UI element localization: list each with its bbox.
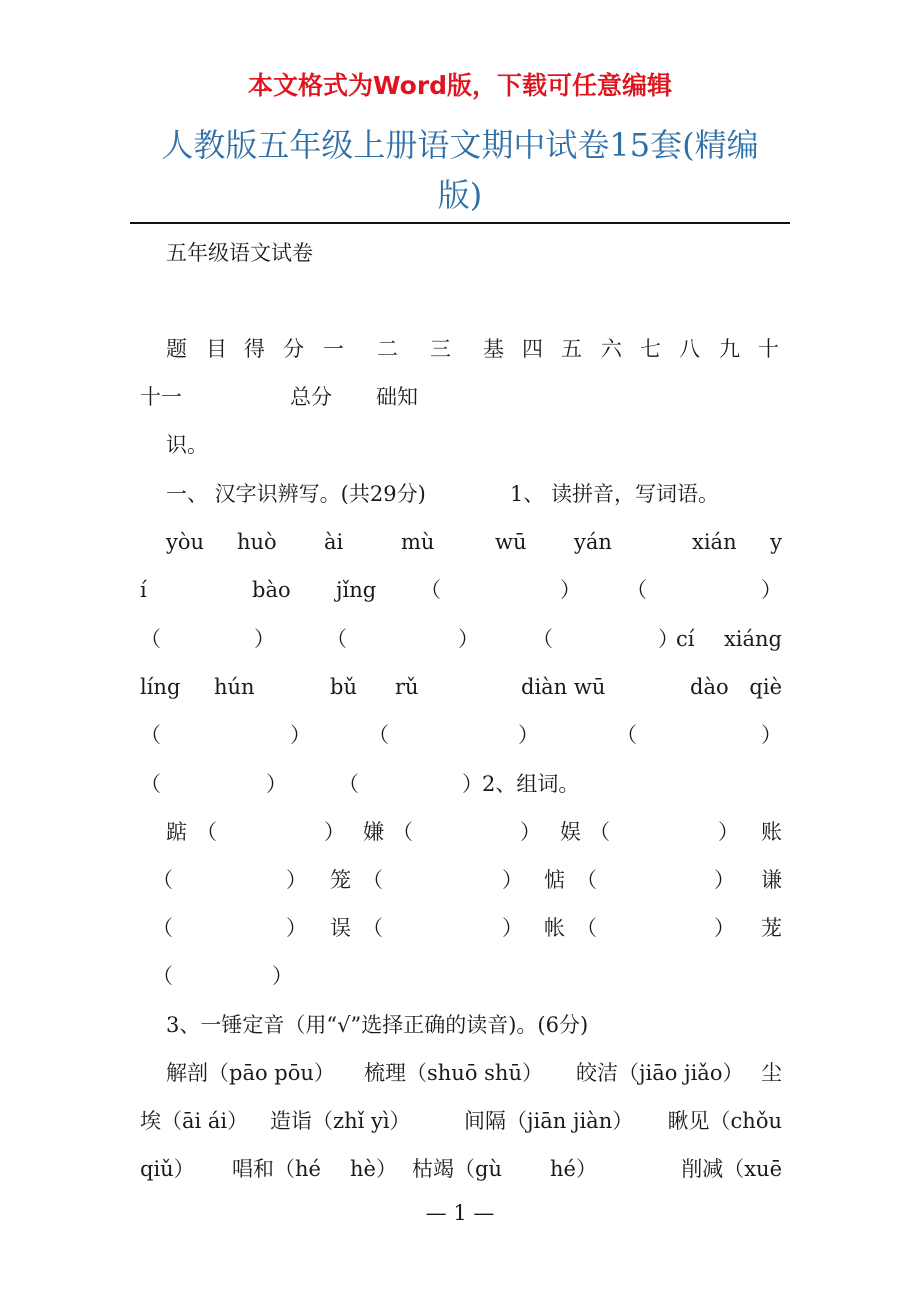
pronunciation-item: 梳理（shuō shū）	[364, 1061, 543, 1085]
pronunciation-item: 唱和（hé	[232, 1157, 321, 1181]
score-cell: 四	[522, 337, 543, 361]
score-cell: 十	[758, 337, 779, 361]
pinyin: hún	[214, 675, 255, 699]
pinyin: qiè	[749, 675, 782, 699]
pronunciation-item: 削减（xuē	[681, 1157, 782, 1181]
answer-blank-close: ）	[502, 868, 523, 892]
score-cell: 题	[166, 337, 187, 361]
answer-blank-close: ）	[502, 916, 523, 940]
answer-blank-close: ）	[714, 916, 735, 940]
pinyin: rǔ	[395, 675, 419, 699]
question-2-prompt: 2、组词。	[482, 772, 580, 796]
answer-blank-open: （	[368, 723, 389, 747]
answer-blank-close: ）	[518, 723, 539, 747]
answer-blank-open: （	[576, 916, 597, 940]
pronunciation-item: hè）	[350, 1157, 397, 1181]
question-1-prompt: 1、 读拼音，写词语。	[510, 482, 720, 506]
answer-blank-open: （	[420, 578, 441, 602]
pinyin: diàn wū	[521, 675, 606, 699]
pronunciation-item: 尘	[761, 1061, 782, 1085]
pinyin: y	[770, 530, 782, 554]
word-char: 帐	[544, 916, 565, 940]
answer-blank-open: （	[152, 916, 173, 940]
answer-blank-open: （	[152, 868, 173, 892]
answer-blank-close: ）	[266, 772, 287, 796]
word-char: 踮	[166, 820, 187, 844]
answer-blank-close: ）	[714, 868, 735, 892]
answer-blank-close: ）	[286, 916, 307, 940]
score-cell: 识。	[166, 433, 208, 457]
word-char: 谦	[761, 868, 782, 892]
pinyin: mù	[401, 530, 435, 554]
pronunciation-item: 皎洁（jiāo jiǎo）	[576, 1061, 744, 1085]
answer-blank-close: ）	[290, 723, 311, 747]
pinyin: cí	[676, 627, 695, 651]
pinyin: jǐng	[336, 578, 377, 602]
answer-blank-open: （	[589, 820, 610, 844]
answer-blank-close: ）	[462, 772, 483, 796]
pinyin: xiáng	[723, 627, 782, 651]
pinyin: í	[140, 578, 147, 602]
word-group-line-2	[140, 863, 782, 897]
pinyin-line-2	[140, 573, 782, 607]
blank-line-3	[140, 767, 782, 801]
pronunciation-item: 瞅见（chǒu	[667, 1109, 782, 1133]
pinyin: yán	[574, 530, 612, 554]
title-divider	[130, 222, 790, 224]
pronunciation-line-3	[140, 1152, 782, 1186]
word-char: 娱	[560, 820, 581, 844]
blank-line-2	[140, 718, 782, 752]
answer-blank-open: （	[196, 820, 217, 844]
word-char: 笼	[330, 868, 351, 892]
pronunciation-item: 枯竭（gù	[412, 1157, 502, 1181]
pronunciation-item: 造诣（zhǐ yì）	[270, 1109, 411, 1133]
answer-blank-open: （	[140, 627, 161, 651]
pinyin: yòu	[166, 530, 205, 554]
answer-blank-close: ）	[324, 820, 345, 844]
answer-blank-close: ）	[520, 820, 541, 844]
blank-line-1	[140, 622, 782, 656]
pinyin: xián	[692, 530, 737, 554]
pinyin: ài	[324, 530, 344, 554]
pronunciation-item: 间隔（jiān jiàn）	[464, 1109, 634, 1133]
question-3-line	[140, 1008, 782, 1042]
pinyin: huò	[237, 530, 277, 554]
score-cell: 目	[206, 337, 227, 361]
answer-blank-close: ）	[560, 578, 581, 602]
title-line-1: 人教版五年级上册语文期中试卷15套(精编	[161, 126, 759, 164]
pinyin: bǔ	[330, 675, 357, 699]
answer-blank-close: ）	[658, 627, 679, 651]
word-char: 账	[761, 820, 782, 844]
pronunciation-item: qiǔ）	[140, 1157, 195, 1181]
answer-blank-open: （	[532, 627, 553, 651]
answer-blank-open: （	[616, 723, 637, 747]
score-cell: 基	[483, 337, 504, 361]
score-cell: 总分	[290, 385, 332, 409]
subtitle: 五年级语文试卷	[166, 241, 313, 265]
title-line-2: 版)	[437, 176, 483, 214]
score-cell: 得	[244, 337, 265, 361]
pronunciation-item: hé）	[550, 1157, 597, 1181]
pinyin: bào	[252, 578, 291, 602]
answer-blank-open: （	[326, 627, 347, 651]
document-title	[120, 120, 800, 220]
score-cell: 五	[561, 337, 582, 361]
score-table-row-2	[140, 380, 782, 414]
subtitle-line	[140, 236, 782, 270]
score-cell: 九	[719, 337, 740, 361]
pinyin-line-1	[140, 525, 782, 559]
answer-blank-open: （	[576, 868, 597, 892]
score-cell: 一	[323, 337, 344, 361]
word-char: 误	[330, 916, 351, 940]
answer-blank-open: （	[140, 723, 161, 747]
section-1-heading-line	[140, 477, 782, 511]
score-cell: 六	[601, 337, 622, 361]
pinyin-line-3	[140, 670, 782, 704]
section-1-heading: 一、 汉字识辨写。(共29分)	[166, 482, 426, 506]
score-table-row-3	[140, 428, 782, 462]
word-char: 惦	[544, 868, 565, 892]
pinyin: wū	[495, 530, 527, 554]
answer-blank-open: （	[152, 964, 173, 988]
pinyin: dào	[690, 675, 729, 699]
answer-blank-open: （	[362, 916, 383, 940]
answer-blank-close: ）	[286, 868, 307, 892]
answer-blank-close: ）	[761, 578, 782, 602]
word-group-line-1	[140, 815, 782, 849]
page-number: — 1 —	[425, 1201, 495, 1225]
pinyin: líng	[140, 675, 181, 699]
answer-blank-open: （	[392, 820, 413, 844]
question-3-prompt: 3、一锤定音（用“√”选择正确的读音)。(6分)	[166, 1013, 589, 1037]
score-cell: 分	[283, 337, 304, 361]
pronunciation-item: 解剖（pāo pōu）	[166, 1061, 335, 1085]
format-banner: 本文格式为Word版，下载可任意编辑	[247, 71, 673, 100]
pronunciation-line-1	[140, 1056, 782, 1090]
word-group-line-3	[140, 911, 782, 945]
score-cell: 七	[640, 337, 661, 361]
word-char: 嫌	[363, 820, 384, 844]
score-cell: 三	[430, 337, 451, 361]
pronunciation-line-2	[140, 1104, 782, 1138]
score-cell: 八	[679, 337, 700, 361]
score-cell: 础知	[376, 385, 418, 409]
answer-blank-open: （	[626, 578, 647, 602]
answer-blank-close: ）	[254, 627, 275, 651]
answer-blank-close: ）	[718, 820, 739, 844]
score-cell: 十一	[140, 385, 182, 409]
word-group-line-4	[140, 959, 782, 993]
word-char: 茏	[761, 916, 782, 940]
answer-blank-open: （	[362, 868, 383, 892]
answer-blank-open: （	[338, 772, 359, 796]
pronunciation-item: 埃（āi ái）	[140, 1109, 249, 1133]
score-table-row-1	[140, 332, 782, 366]
answer-blank-open: （	[140, 772, 161, 796]
answer-blank-close: ）	[761, 723, 782, 747]
score-cell: 二	[377, 337, 398, 361]
answer-blank-close: ）	[272, 964, 293, 988]
answer-blank-close: ）	[458, 627, 479, 651]
